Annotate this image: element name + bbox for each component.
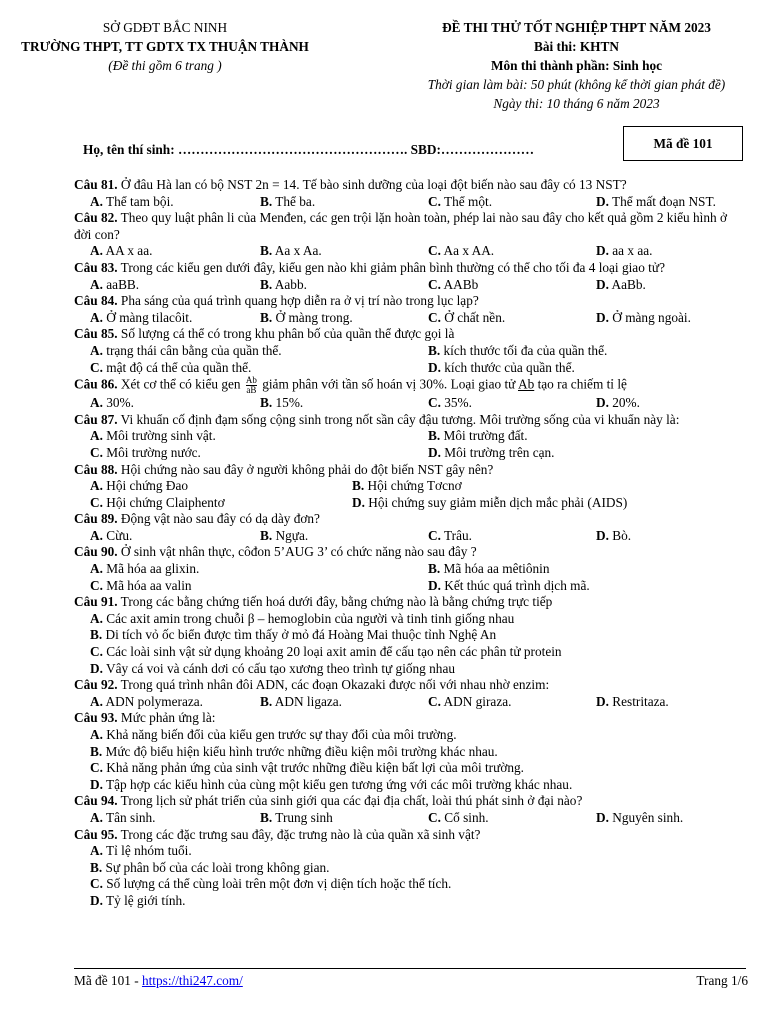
option-letter: A. (90, 193, 103, 209)
answer-option[interactable] (90, 777, 572, 794)
answer-row (74, 310, 744, 327)
answer-row (74, 727, 744, 744)
question-label: Câu 87. (74, 411, 118, 427)
option-text: Trâu. (440, 527, 472, 543)
option-letter: B. (90, 743, 103, 759)
answer-row (74, 561, 744, 578)
option-letter: B. (428, 342, 441, 358)
footer-left (74, 973, 243, 989)
question-stem (74, 376, 744, 395)
answer-row (74, 760, 744, 777)
dept-name: SỞ GDĐT BẮC NINH (102, 20, 228, 35)
option-letter: D. (428, 359, 441, 375)
question-stem (74, 793, 744, 810)
question-stem (74, 326, 744, 343)
option-text: Ở màng tilacôit. (102, 309, 193, 325)
option-letter: A. (90, 843, 103, 859)
answer-row (74, 860, 744, 877)
question-label: Câu 93. (74, 710, 118, 726)
option-text: ADN ligaza. (272, 693, 342, 709)
answer-row (74, 694, 744, 711)
answer-row (74, 194, 744, 211)
answer-row (74, 360, 744, 377)
candidate-info-line: Họ, tên thí sinh: ……………………………………………. SBD:………………… (83, 142, 535, 157)
question-stem (74, 677, 744, 694)
option-letter: A. (90, 243, 103, 259)
answer-option[interactable] (428, 194, 596, 211)
footer-link[interactable]: https://thi247.com/ (141, 973, 243, 988)
answer-option[interactable] (90, 893, 185, 910)
answer-option[interactable] (596, 194, 716, 211)
option-letter: C. (428, 276, 441, 292)
answer-option[interactable] (90, 343, 428, 360)
answer-option[interactable] (90, 727, 457, 744)
answer-option[interactable] (596, 395, 640, 412)
answer-row (74, 627, 744, 644)
answer-row (74, 343, 744, 360)
answer-row (74, 528, 744, 545)
answer-option[interactable] (90, 243, 260, 260)
answer-row (74, 744, 744, 761)
option-text: trạng thái cân bằng của quần thể. (102, 342, 282, 358)
option-letter: A. (90, 561, 103, 577)
option-letter: D. (596, 309, 609, 325)
option-text: Kết thúc quá trình dịch mã. (440, 577, 590, 593)
question-text: Trong quá trình nhân đôi ADN, các đoạn Okazaki được nối với nhau nhờ enzim: (117, 677, 550, 693)
option-text: kích thước của quần thể. (440, 359, 575, 375)
option-text: Mã hóa aa valin (102, 577, 192, 593)
answer-row (74, 644, 744, 661)
answer-option[interactable] (596, 277, 646, 294)
option-text: Tỉ lệ nhóm tuổi. (102, 843, 192, 859)
option-letter: C. (90, 644, 103, 660)
option-letter: C. (90, 577, 103, 593)
option-text: Số lượng cá thể cùng loài trên một đơn vị diện tích hoặc thể tích. (102, 876, 452, 892)
option-text: Ngựa. (272, 527, 309, 543)
option-text: Hội chứng Claiphentơ (102, 494, 225, 510)
answer-option[interactable] (90, 860, 330, 877)
answer-row (74, 445, 744, 462)
option-letter: C. (428, 243, 441, 259)
option-letter: D. (596, 193, 609, 209)
option-text: Restritaza. (608, 693, 669, 709)
option-letter: D. (352, 494, 365, 510)
option-text: 15%. (272, 395, 304, 411)
answer-option[interactable] (90, 528, 260, 545)
answer-row (74, 810, 744, 827)
question-label: Câu 90. (74, 544, 118, 560)
question-label: Câu 86. (74, 376, 118, 392)
option-letter: C. (428, 309, 441, 325)
option-text: Ở màng ngoài. (608, 309, 691, 325)
question-label: Câu 91. (74, 594, 118, 610)
exam-subject: Môn thi thành phần: Sinh học (490, 58, 663, 73)
answer-row (74, 893, 744, 910)
answer-option[interactable] (90, 194, 260, 211)
answer-option[interactable] (90, 478, 352, 495)
answer-option[interactable] (596, 243, 653, 260)
question-label: Câu 84. (74, 293, 118, 309)
option-letter: D. (90, 776, 103, 792)
answer-option[interactable] (90, 310, 260, 327)
option-text: Môi trường đất. (440, 428, 528, 444)
option-text: Di tích vỏ ốc biển được tìm thấy ở mỏ đá Hoàng Mai thuộc tỉnh Nghệ An (102, 627, 497, 643)
option-text: Sự phân bố của các loài trong không gian. (102, 859, 330, 875)
answer-option[interactable] (428, 561, 550, 578)
option-letter: B. (260, 395, 273, 411)
option-letter: D. (596, 527, 609, 543)
answer-option[interactable] (90, 495, 352, 512)
option-letter: D. (596, 693, 609, 709)
option-text: Ở màng trong. (272, 309, 353, 325)
option-text: mật độ cá thể của quần thể. (102, 359, 252, 375)
answer-option[interactable] (260, 310, 428, 327)
option-text: Nguyên sinh. (608, 809, 684, 825)
question-label: Câu 82. (74, 210, 118, 226)
answer-row (74, 428, 744, 445)
option-letter: C. (90, 444, 103, 460)
option-text: Mã hóa aa glixin. (102, 561, 200, 577)
question-label: Câu 83. (74, 259, 118, 275)
answer-option[interactable] (90, 428, 428, 445)
option-text: aaBB. (102, 276, 140, 292)
answer-option[interactable] (260, 528, 428, 545)
exam-section: Bài thi: KHTN (534, 39, 619, 54)
answer-option[interactable] (260, 694, 428, 711)
option-text: Aa x AA. (440, 243, 495, 259)
option-letter: B. (352, 478, 365, 494)
option-letter: B. (90, 627, 103, 643)
answer-row (74, 243, 744, 260)
option-text: ADN giraza. (440, 693, 512, 709)
question-stem (74, 511, 744, 528)
option-letter: A. (90, 309, 103, 325)
page-number: Trang 1/6 (696, 973, 748, 988)
answer-option[interactable] (596, 528, 631, 545)
option-letter: A. (90, 809, 103, 825)
option-text: AaBb. (608, 276, 646, 292)
answer-option[interactable] (596, 810, 683, 827)
question-text: Trong các đặc trưng sau đây, đặc trưng nào là của quần xã sinh vật? (117, 826, 481, 842)
option-text: Thể một. (440, 193, 493, 209)
option-text: Các axit amin trong chuỗi β – hemoglobin của người và tinh tinh giống nhau (102, 610, 515, 626)
answer-option[interactable] (428, 310, 596, 327)
option-text: Cừu. (102, 527, 133, 543)
question-text: Trong các bằng chứng tiến hoá dưới đây, bằng chứng nào là bằng chứng trực tiếp (117, 594, 553, 610)
question-text: Vi khuẩn cố định đạm sống cộng sinh trong nốt sần cây đậu tương. Môi trường sống của vi khuẩn này là: (117, 411, 680, 427)
option-letter: B. (90, 859, 103, 875)
answer-option[interactable] (260, 810, 428, 827)
question-label: Câu 88. (74, 461, 118, 477)
answer-option[interactable] (428, 694, 596, 711)
answer-row (74, 578, 744, 595)
option-letter: B. (260, 193, 273, 209)
answer-option[interactable] (260, 277, 428, 294)
option-text: Vây cá voi và cánh dơi có cấu tạo xương theo trình tự giống nhau (102, 660, 456, 676)
answer-option[interactable] (260, 395, 428, 412)
answer-option[interactable] (596, 694, 669, 711)
option-letter: D. (596, 243, 609, 259)
exam-code-box: Mã đề 101 (623, 126, 743, 161)
option-letter: C. (90, 494, 103, 510)
option-text: Thể ba. (272, 193, 316, 209)
gamete-label: Ab (517, 376, 535, 392)
option-text: Thể tam bội. (102, 193, 174, 209)
answer-option[interactable] (90, 360, 428, 377)
answer-option[interactable] (90, 395, 260, 412)
question-text: Mức phản ứng là: (117, 710, 216, 726)
option-text: AABb (440, 276, 479, 292)
answer-row (74, 611, 744, 628)
pages-note: (Đề thi gồm 6 trang ) (108, 58, 222, 73)
option-letter: C. (90, 359, 103, 375)
answer-option[interactable] (90, 661, 455, 678)
question-label: Câu 89. (74, 511, 118, 527)
option-text: Mức độ biểu hiện kiểu hình trước những điều kiện môi trường khác nhau. (102, 743, 498, 759)
option-letter: D. (596, 395, 609, 411)
option-text: Môi trường nước. (102, 444, 201, 460)
question-stem (74, 544, 744, 561)
option-text: ADN polymeraza. (102, 693, 204, 709)
question-text: Theo quy luật phân li của Menđen, các gen trội lặn hoàn toàn, phép lai nào sau đây cho kết quả gồm 2 kiểu hình ở đời con? (74, 210, 728, 242)
answer-option[interactable] (260, 243, 428, 260)
option-text: Aa x Aa. (272, 243, 322, 259)
option-text: Hội chứng Đao (102, 478, 189, 494)
option-text: Mã hóa aa mêtiônin (440, 561, 550, 577)
question-stem (74, 210, 744, 243)
header-left (0, 18, 330, 75)
question-text: Số lượng cá thể có trong khu phân bố của quần thể được gọi là (117, 326, 455, 342)
option-letter: A. (90, 693, 103, 709)
option-letter: D. (596, 809, 609, 825)
option-letter: A. (90, 395, 103, 411)
question-stem (74, 594, 744, 611)
option-letter: B. (428, 428, 441, 444)
option-letter: B. (260, 809, 273, 825)
option-letter: D. (90, 660, 103, 676)
option-letter: B. (428, 561, 441, 577)
option-letter: C. (428, 193, 441, 209)
answer-row (74, 277, 744, 294)
question-stem (74, 827, 744, 844)
answer-option[interactable] (428, 810, 596, 827)
question-text: Ở sinh vật nhân thực, côđon 5’AUG 3’ có chức năng nào sau đây ? (117, 544, 477, 560)
option-text: Tân sinh. (102, 809, 156, 825)
question-text: Trong các kiểu gen dưới đây, kiểu gen nào khi giảm phân bình thường có thể cho tối đa 4 loại giao tử? (117, 259, 665, 275)
option-letter: C. (428, 527, 441, 543)
questions-list (74, 177, 744, 910)
option-text: aa x aa. (608, 243, 653, 259)
answer-option[interactable] (90, 760, 524, 777)
fraction-numerator: Ab (245, 375, 257, 386)
question-stem (74, 710, 744, 727)
question-text: Động vật nào sau đây có dạ dày đơn? (117, 511, 320, 527)
option-text: Trung sinh (272, 809, 333, 825)
option-letter: D. (596, 276, 609, 292)
option-text: 20%. (608, 395, 640, 411)
option-letter: A. (90, 478, 103, 494)
option-letter: D. (428, 444, 441, 460)
answer-option[interactable] (260, 194, 428, 211)
question-text: Trong lịch sử phát triển của sinh giới qua các đại địa chất, loài thú phát sinh ở đại nào? (117, 793, 583, 809)
option-letter: D. (90, 892, 103, 908)
answer-option[interactable] (90, 810, 260, 827)
option-letter: A. (90, 342, 103, 358)
answer-option[interactable] (90, 611, 514, 628)
question-label: Câu 95. (74, 826, 118, 842)
option-letter: C. (428, 809, 441, 825)
option-text: Tập hợp các kiểu hình của cùng một kiểu gen tương ứng với các môi trường khác nhau. (102, 776, 573, 792)
exam-title: ĐỀ THI THỬ TỐT NGHIỆP THPT NĂM 2023 (442, 20, 711, 35)
option-letter: C. (90, 876, 103, 892)
option-letter: C. (428, 693, 441, 709)
answer-row (74, 478, 744, 495)
question-text: Pha sáng của quá trình quang hợp diễn ra ở vị trí nào trong lục lạp? (117, 293, 479, 309)
answer-option[interactable] (90, 561, 428, 578)
question-label: Câu 92. (74, 677, 118, 693)
option-text: Tỷ lệ giới tính. (102, 892, 186, 908)
answer-option[interactable] (90, 644, 562, 661)
fraction-denominator: aB (246, 385, 257, 396)
answer-row (74, 661, 744, 678)
option-text: Các loài sinh vật sử dụng khoảng 20 loại axit amin để cấu tạo nên các phân tử protein (102, 644, 562, 660)
school-name: TRƯỜNG THPT, TT GDTX TX THUẬN THÀNH (21, 39, 309, 54)
exam-date: Ngày thi: 10 tháng 6 năm 2023 (493, 96, 660, 111)
answer-option[interactable] (428, 445, 555, 462)
option-letter: A. (90, 428, 103, 444)
option-letter: B. (260, 693, 273, 709)
question-label: Câu 94. (74, 793, 118, 809)
option-text: Cổ sinh. (440, 809, 489, 825)
answer-option[interactable] (428, 528, 596, 545)
option-text: Ở chất nền. (440, 309, 506, 325)
option-text: Môi trường sinh vật. (102, 428, 216, 444)
answer-option[interactable] (428, 343, 607, 360)
option-letter: C. (90, 760, 103, 776)
answer-row (74, 777, 744, 794)
answer-row (74, 843, 744, 860)
footer-divider (74, 968, 746, 969)
question-stem (74, 293, 744, 310)
option-letter: D. (428, 577, 441, 593)
footer-code: Mã đề 101 - (74, 973, 142, 988)
option-text: Môi trường trên cạn. (440, 444, 555, 460)
answer-option[interactable] (428, 277, 596, 294)
option-text: Aabb. (272, 276, 307, 292)
question-text: Ở đâu Hà lan có bộ NST 2n = 14. Tế bào sinh dưỡng của loại đột biến nào sau đây có 13 NST? (117, 177, 627, 192)
question-stem (74, 412, 744, 429)
answer-option[interactable] (428, 428, 528, 445)
answer-option[interactable] (90, 694, 260, 711)
answer-option[interactable] (90, 843, 192, 860)
answer-option[interactable] (352, 495, 627, 512)
header-right (385, 18, 768, 113)
option-letter: A. (90, 527, 103, 543)
option-text: 30%. (102, 395, 134, 411)
option-letter: A. (90, 727, 103, 742)
option-text: Bò. (608, 527, 632, 543)
option-letter: B. (260, 527, 273, 543)
answer-option[interactable] (90, 277, 260, 294)
answer-option[interactable] (428, 578, 590, 595)
question-stem (74, 177, 744, 194)
exam-duration: Thời gian làm bài: 50 phút (không kể thời gian phát đề) (427, 77, 726, 92)
answer-option[interactable] (90, 744, 498, 761)
option-text: Thể mất đoạn NST. (608, 193, 716, 209)
genotype-fraction (246, 376, 257, 395)
question-label: Câu 81. (74, 177, 118, 192)
answer-option[interactable] (428, 360, 575, 377)
option-text: Khả năng biến đổi của kiểu gen trước sự thay đổi của môi trường. (102, 727, 457, 742)
question-text: Xét cơ thể có kiểu gen (117, 376, 244, 392)
answer-option[interactable] (596, 310, 691, 327)
answer-option[interactable] (90, 876, 451, 893)
answer-row (74, 495, 744, 512)
answer-option[interactable] (90, 445, 428, 462)
answer-option[interactable] (90, 578, 428, 595)
option-letter: C. (428, 395, 441, 411)
option-text: 35%. (440, 395, 472, 411)
option-text: AA x aa. (102, 243, 153, 259)
answer-option[interactable] (428, 243, 596, 260)
answer-row (74, 876, 744, 893)
answer-row (74, 395, 744, 412)
option-letter: B. (260, 309, 273, 325)
question-text: tạo ra chiếm tỉ lệ (534, 376, 627, 392)
option-letter: B. (260, 276, 273, 292)
option-letter: A. (90, 610, 103, 626)
question-stem (74, 462, 744, 479)
option-letter: A. (90, 276, 103, 292)
question-text: giảm phân với tần số hoán vị 30%. Loại giao tử (258, 376, 518, 392)
answer-option[interactable] (428, 395, 596, 412)
question-stem (74, 260, 744, 277)
option-text: Khả năng phản ứng của sinh vật trước những điều kiện bất lợi của môi trường. (102, 760, 524, 776)
answer-option[interactable] (352, 478, 462, 495)
question-text: Hội chứng nào sau đây ở người không phải do đột biến NST gây nên? (117, 461, 494, 477)
option-text: Hội chứng suy giảm miễn dịch mắc phải (AIDS) (364, 494, 628, 510)
option-letter: B. (260, 243, 273, 259)
option-text: Hội chứng Tơcnơ (364, 478, 462, 494)
option-text: kích thước tối đa của quần thể. (440, 342, 608, 358)
question-label: Câu 85. (74, 326, 118, 342)
answer-option[interactable] (90, 627, 496, 644)
